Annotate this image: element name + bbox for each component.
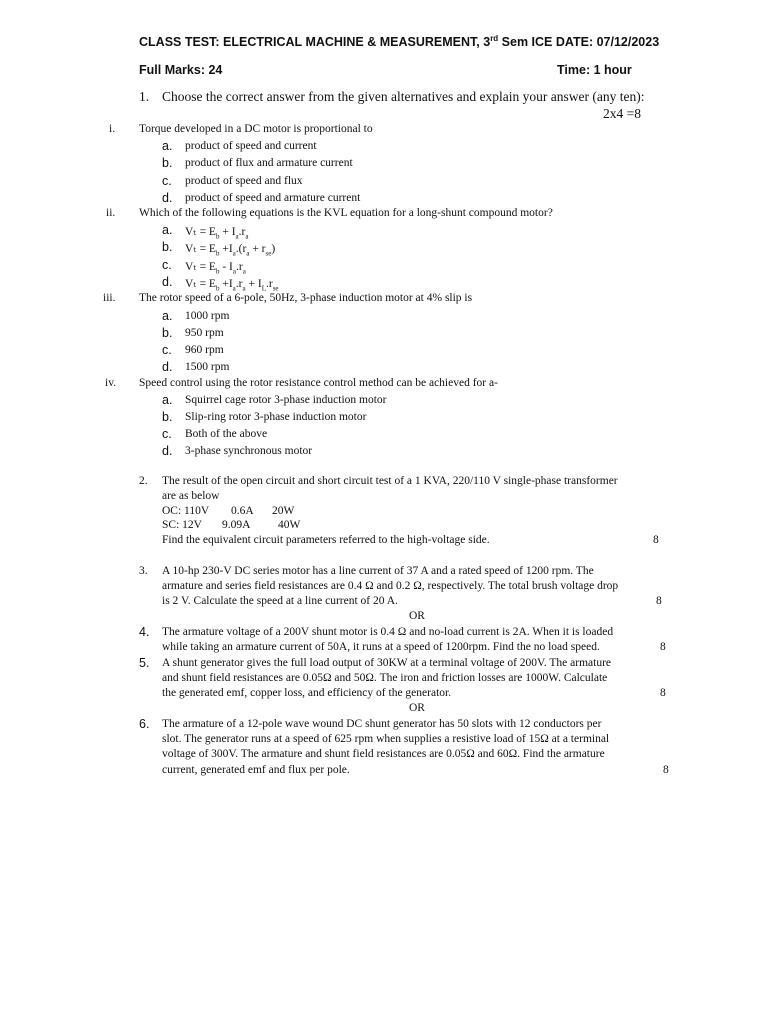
option-text: 3-phase synchronous motor	[185, 445, 313, 457]
option-letter: d.	[162, 275, 173, 289]
option-letter: a.	[162, 393, 173, 407]
kvl-option-a: $V_t = E_b + I_a.r_a$	[185, 226, 249, 241]
q2-sc-current: 9.09A	[222, 519, 251, 531]
item-question: Speed control using the rotor resistance control method can be achieved for a-	[139, 377, 498, 389]
q3-line: A 10-hp 230-V DC series motor has a line current of 37 A and a rated speed of 1200 rpm. The	[162, 565, 594, 577]
option-letter: d.	[162, 444, 173, 458]
q4-line: The armature voltage of a 200V shunt motor is 0.4 Ω and no-load current is 2A. When it is loaded	[162, 626, 614, 638]
option-letter: c.	[162, 258, 172, 272]
q2-line: Find the equivalent circuit parameters referred to the high-voltage side.	[162, 534, 490, 546]
kvl-option-c: $V_t = E_b - I_a.r_a$	[185, 261, 246, 276]
option-letter: d.	[162, 191, 173, 205]
option-text: 1500 rpm	[185, 361, 230, 373]
q2-oc-current: 0.6A	[231, 505, 254, 517]
q6-marks: 8	[663, 764, 669, 776]
option-letter: c.	[162, 343, 172, 357]
option-text: product of flux and armature current	[185, 157, 353, 169]
q2-marks: 8	[653, 534, 659, 546]
option-letter: a.	[162, 139, 173, 153]
option-text: Slip-ring rotor 3-phase induction motor	[185, 411, 367, 423]
q6-line: voltage of 300V. The armature and shunt field resistances are 0.05Ω and 60Ω. Find the armature	[162, 748, 605, 760]
q6-line: The armature of a 12-pole wave wound DC shunt generator has 50 slots with 12 conductors per	[162, 718, 602, 730]
option-text: 1000 rpm	[185, 310, 230, 322]
q2-line: The result of the open circuit and short circuit test of a 1 KVA, 220/110 V single-phase transformer	[162, 475, 618, 487]
q2-number: 2.	[139, 475, 148, 487]
q2-oc-label: OC: 110V	[162, 505, 210, 517]
item-roman: ii.	[106, 207, 116, 219]
option-text: product of speed and armature current	[185, 192, 361, 204]
option-letter: c.	[162, 427, 172, 441]
or-divider: OR	[409, 610, 425, 622]
item-question: The rotor speed of a 6-pole, 50Hz, 3-phase induction motor at 4% slip is	[139, 292, 473, 304]
q1-number: 1.	[139, 89, 150, 104]
q2-line: are as below	[162, 490, 220, 502]
item-roman: i.	[109, 123, 116, 135]
q3-marks: 8	[656, 595, 662, 607]
q4-number: 4.	[139, 625, 150, 639]
option-letter: d.	[162, 360, 173, 374]
option-text: product of speed and flux	[185, 175, 303, 187]
option-text: Both of the above	[185, 428, 268, 440]
q1-marks: 2x4 =8	[603, 106, 641, 121]
option-letter: b.	[162, 156, 173, 170]
q2-oc-power: 20W	[272, 505, 295, 517]
q3-line: armature and series field resistances are 0.4 Ω and 0.2 Ω, respectively. The total brush voltage drop	[162, 580, 619, 592]
option-text: product of speed and current	[185, 140, 317, 152]
q6-line: slot. The generator runs at a speed of 625 rpm when supplies a resistive load of 15Ω at a terminal	[162, 733, 610, 745]
q6-number: 6.	[139, 717, 150, 731]
or-divider: OR	[409, 702, 425, 714]
q3-number: 3.	[139, 565, 148, 577]
q1-text: Choose the correct answer from the given alternatives and explain your answer (any ten):	[162, 89, 645, 104]
q3-line: is 2 V. Calculate the speed at a line current of 20 A.	[162, 595, 398, 607]
item-roman: iii.	[103, 292, 116, 304]
option-letter: b.	[162, 410, 173, 424]
option-letter: a.	[162, 309, 173, 323]
q5-marks: 8	[660, 687, 666, 699]
option-letter: a.	[162, 223, 173, 237]
time-limit: Time: 1 hour	[557, 63, 632, 77]
q6-line: current, generated emf and flux per pole.	[162, 764, 350, 776]
test-title: CLASS TEST: ELECTRICAL MACHINE & MEASUREMENT, 3rd Sem ICE DATE: 07/12/2023	[139, 34, 660, 50]
q2-sc-power: 40W	[278, 519, 301, 531]
item-question: Which of the following equations is the KVL equation for a long-shunt compound motor?	[139, 207, 553, 219]
option-text: 950 rpm	[185, 327, 224, 339]
option-letter: b.	[162, 326, 173, 340]
kvl-option-d: $V_t = E_b +I_a.r_a + I_L.r_{se}$	[185, 278, 279, 293]
option-letter: b.	[162, 240, 173, 254]
full-marks: Full Marks: 24	[139, 63, 223, 77]
item-question: Torque developed in a DC motor is proportional to	[139, 123, 373, 135]
q5-number: 5.	[139, 656, 150, 670]
q4-line: while taking an armature current of 50A, it runs at a speed of 1200rpm. Find the no load speed.	[162, 641, 600, 653]
q5-line: the generated emf, copper loss, and efficiency of the generator.	[162, 687, 452, 699]
option-text: 960 rpm	[185, 344, 224, 356]
q4-marks: 8	[660, 641, 666, 653]
q5-line: A shunt generator gives the full load output of 30KW at a terminal voltage of 200V. The armature	[162, 657, 612, 669]
kvl-option-b: $V_t = E_b +I_a.(r_a + r_{se})$	[185, 243, 276, 258]
option-text: Squirrel cage rotor 3-phase induction motor	[185, 394, 387, 406]
q2-sc-label: SC: 12V	[162, 519, 202, 531]
q5-line: and shunt field resistances are 0.05Ω and 50Ω. The iron and friction losses are 1000W. Calculate	[162, 672, 608, 684]
item-roman: iv.	[105, 377, 117, 389]
option-letter: c.	[162, 174, 172, 188]
